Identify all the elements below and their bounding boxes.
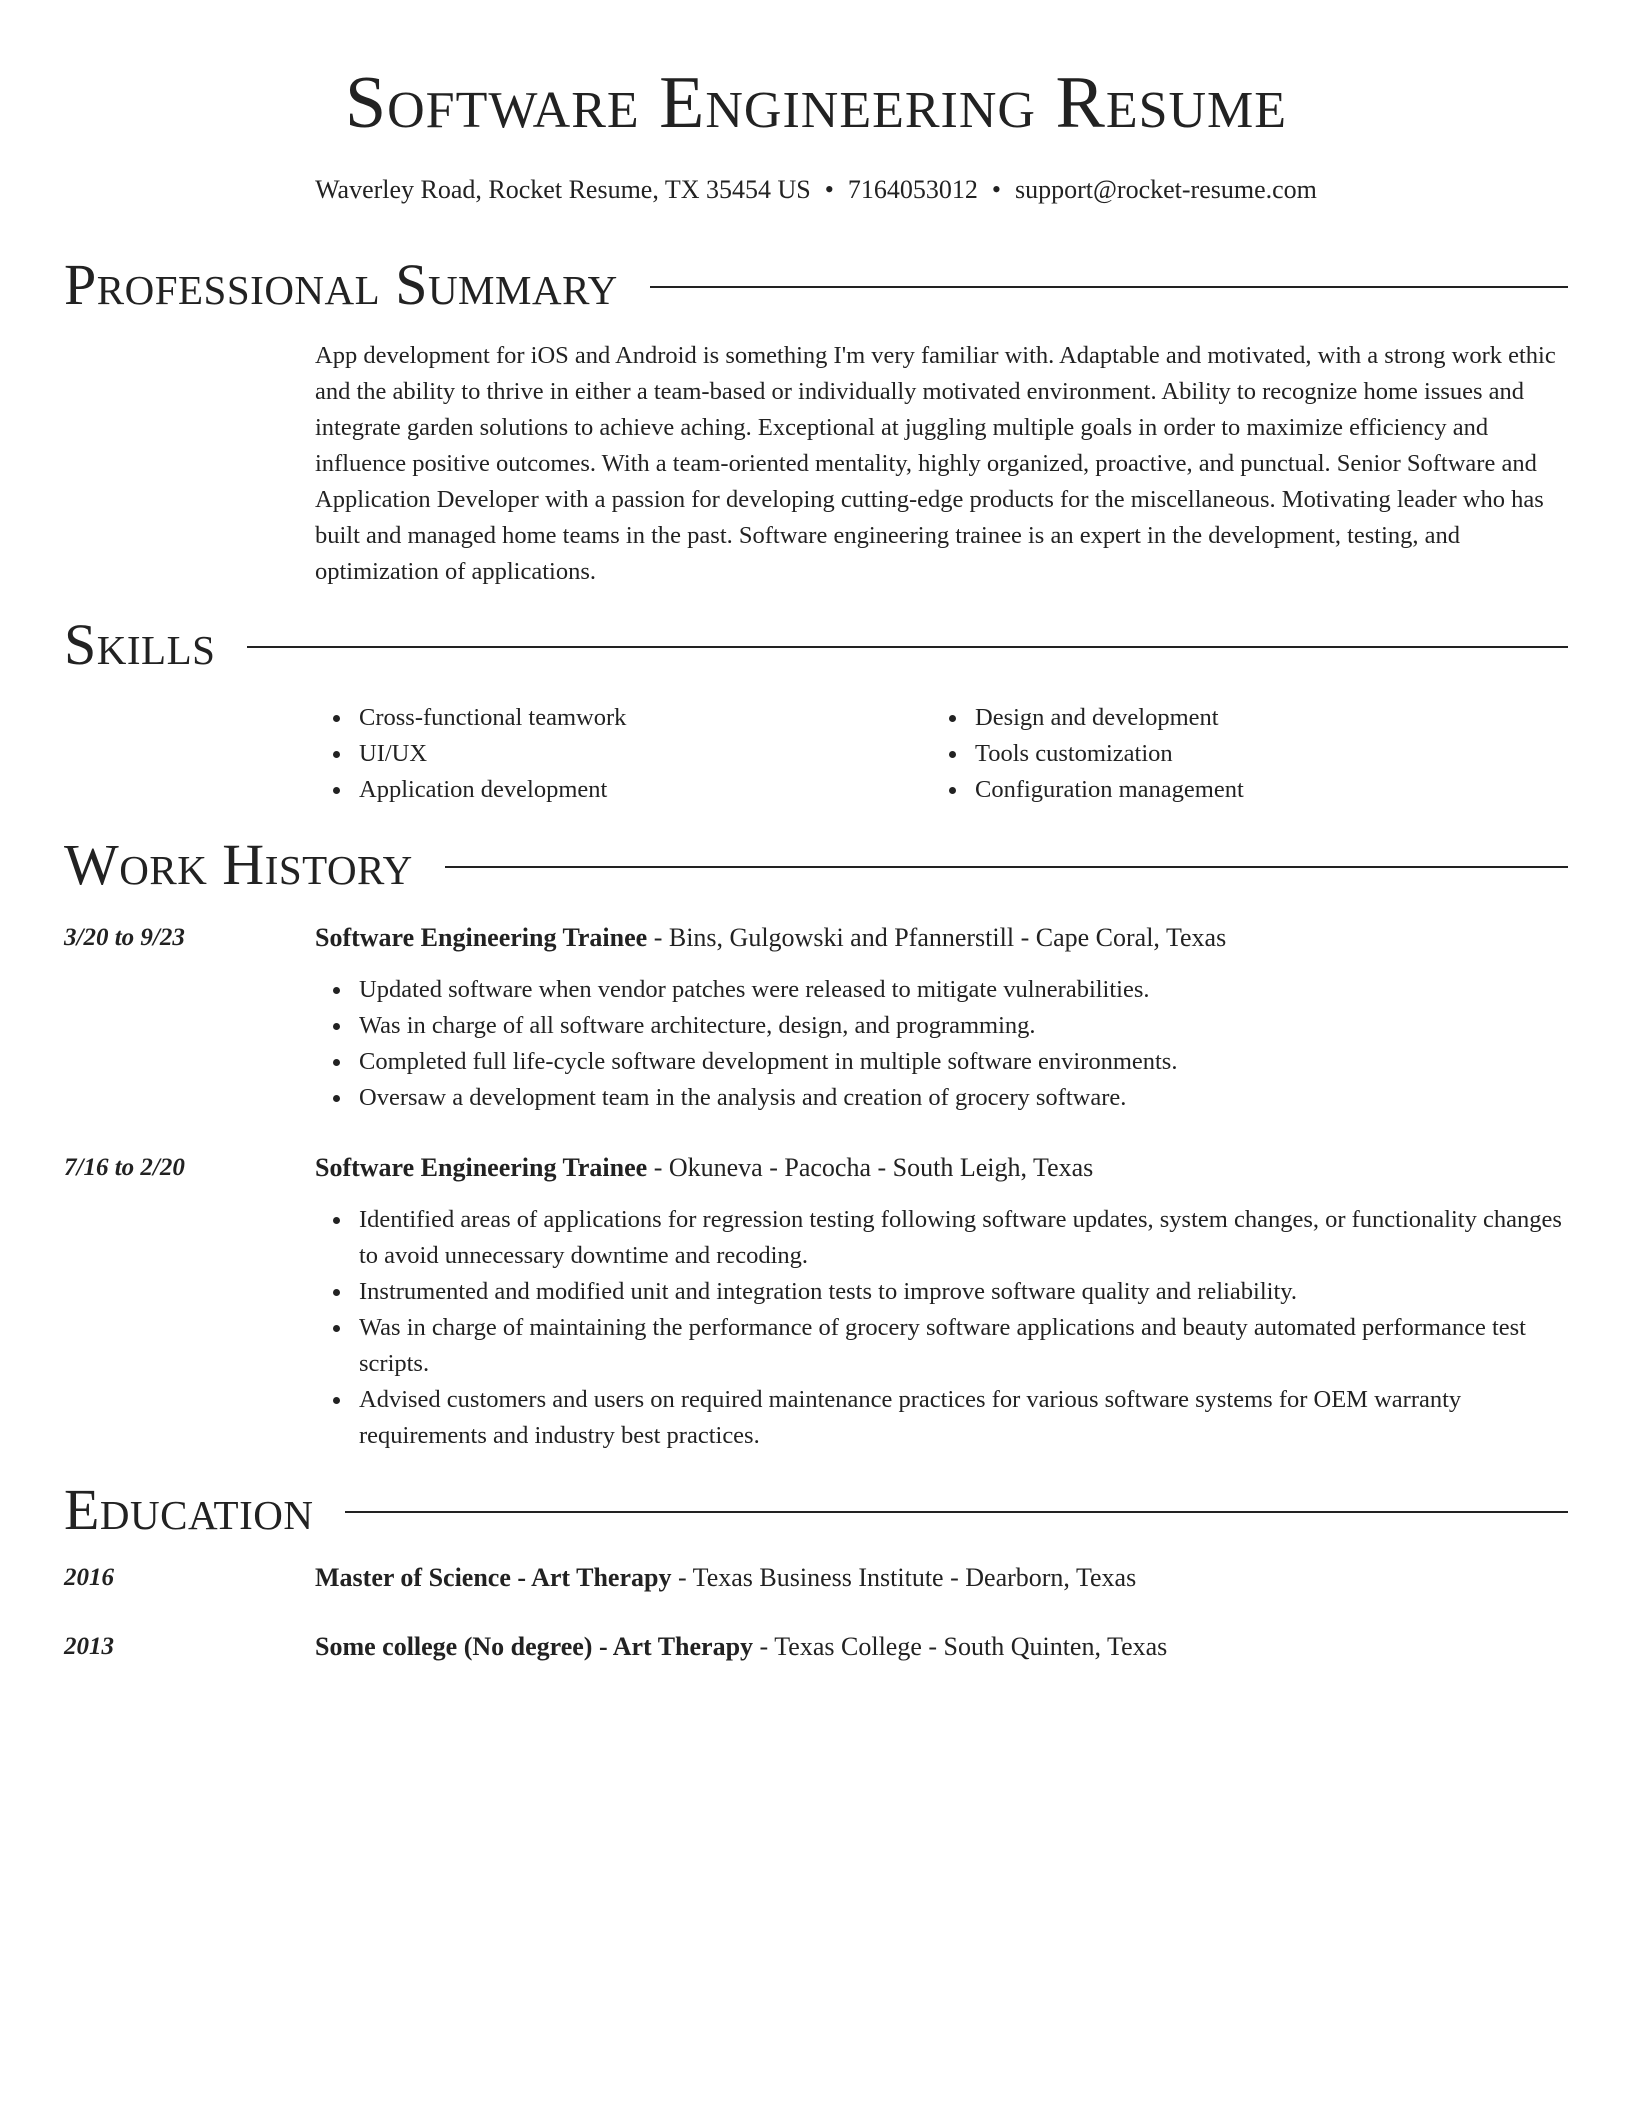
job-bullet: Updated software when vendor patches were released to mitigate vulnerabilities. [359,972,1569,1008]
contact-email: support@rocket-resume.com [1014,175,1317,204]
skills-column-right [931,700,1547,808]
job-employer: - Bins, Gulgowski and Pfannerstill - Cape Coral, Texas [647,923,1227,952]
education-section-header [64,1475,1568,1545]
job-bullet: Was in charge of all software architecture, design, and programming. [359,1008,1569,1044]
summary-section-header [64,250,1568,320]
skills-section-header [64,610,1568,680]
resume-title: Software Engineering Resume [344,62,1288,144]
skills-column-left [315,700,931,808]
job-employer: - Okuneva - Pacocha - South Leigh, Texas [647,1153,1094,1182]
skill-item: Tools customization [975,736,1547,772]
skill-item: Application development [359,772,931,808]
job-bullet: Was in charge of maintaining the performance of grocery software applications and beauty automated performance test scripts. [359,1310,1569,1382]
job-title: Software Engineering Trainee [315,1153,648,1182]
education-year: 2013 [64,1633,114,1660]
section-divider [247,646,1568,648]
job-bullet: Completed full life-cycle software development in multiple software environments. [359,1044,1569,1080]
work-section-title: Work History [64,832,413,897]
contact-separator: • [991,175,1001,204]
skills-list [315,700,1569,808]
job-bullet: Advised customers and users on required maintenance practices for various software systems for OEM warranty requirements and industry best practices. [359,1382,1569,1454]
education-heading [315,1560,1569,1596]
skill-item: Configuration management [975,772,1547,808]
education-heading [315,1629,1569,1665]
contact-separator: • [824,175,834,204]
job-bullet: Identified areas of applications for regression testing following software updates, system changes, or functionality changes to avoid unnecessary downtime and recoding. [359,1202,1569,1274]
skill-item: Cross-functional teamwork [359,700,931,736]
skill-item: UI/UX [359,736,931,772]
contact-line [0,172,1632,208]
education-school: - Texas Business Institute - Dearborn, Texas [671,1563,1137,1592]
work-section-header [64,830,1568,900]
education-section-title: Education [64,1477,314,1542]
job-title: Software Engineering Trainee [315,923,648,952]
contact-address: Waverley Road, Rocket Resume, TX 35454 US [315,175,811,204]
job-dates: 7/16 to 2/20 [64,1154,185,1181]
skills-section-title: Skills [64,612,216,677]
education-degree: Master of Science - Art Therapy [315,1563,672,1592]
summary-section-title: Professional Summary [64,252,618,317]
education-degree: Some college (No degree) - Art Therapy [315,1632,754,1661]
job-bullets [315,972,1569,1116]
education-year: 2016 [64,1564,114,1591]
job-heading [315,920,1569,956]
section-divider [445,866,1568,868]
job-bullet: Oversaw a development team in the analysis and creation of grocery software. [359,1080,1569,1116]
summary-text: App development for iOS and Android is something I'm very familiar with. Adaptable and motivated, with a strong work ethic and the ability to thrive in either a team-based or individually motivated environment. Ability to recognize home issues and integrate garden solutions to achieve aching. Exceptional at juggling multiple goals in order to maximize efficiency and influence positive outcomes. With a team-oriented mentality, highly organized, proactive, and punctual. Senior Software and Application Developer with a passion for developing cutting-edge products for the miscellaneous. Motivating leader who has built and managed home teams in the past. Software engineering trainee is an expert in the development, testing, and optimization of applications. [315,342,1556,585]
contact-phone: 7164053012 [847,175,978,204]
job-bullet: Instrumented and modified unit and integration tests to improve software quality and reliability. [359,1274,1569,1310]
job-bullets [315,1202,1569,1454]
education-school: - Texas College - South Quinten, Texas [753,1632,1168,1661]
section-divider [650,286,1568,288]
job-dates: 3/20 to 9/23 [64,924,185,951]
job-heading [315,1150,1569,1186]
skill-item: Design and development [975,700,1547,736]
section-divider [345,1511,1568,1513]
